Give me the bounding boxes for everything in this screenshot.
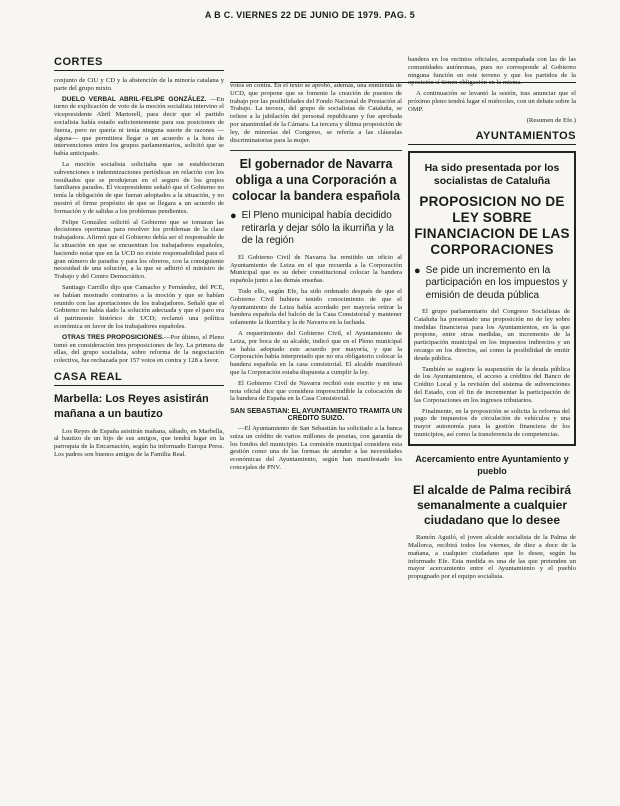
paragraph-text: —En turno de explicación de voto de la moción socialista intervino el vicepresidente Abril Martorell, para decir que el partido socialista había estado suficientemente para sus posiciones de fuerza, pero no quería ni tenía ninguna suerte de razones —alguna— que permitiera llegar a un acuerdo a la hora de intervenciones entre los grupos parlamentarios, solicitó que se había anticipado.	[54, 95, 224, 158]
subhead-san-sebastian: SAN SEBASTIAN: EL AYUNTAMIENTO TRAMITA UN CRÉDITO SUIZO.	[230, 408, 402, 423]
paragraph-kicker: OTRAS TRES PROPOSICIONES.	[62, 333, 164, 341]
article-paragraph: El Gobierno Civil de Navarra ha remitido un oficio al Ayuntamiento de Leiza en el que recuerda a la Corporación Municipal que es su deber constitucional colocar la bandera española junto a las demás enseñas.	[230, 253, 402, 285]
column-left	[54, 56, 224, 794]
bullet-icon: ●	[230, 210, 237, 223]
paragraph-text: —Por último, el Pleno tomó en consideración tres proposiciones de ley. La primera de ellas, del grupo socialista, sobre reforma de la negociación colectiva, fue rechazada por 157 votos en contra y 128 a favor.	[54, 333, 224, 365]
headline-catalunya: Ha sido presentada por los socialistas de Cataluña	[424, 161, 560, 187]
article-paragraph: El Gobierno Civil de Navarra recibió este escrito y en una nota oficial dice que considera imprescindible la colocación de la bandera de España en la Casa Consistorial.	[230, 379, 402, 403]
headline-navarra: El gobernador de Navarra obliga a una Corporación a colocar la bandera española	[231, 157, 401, 203]
article-paragraph: A requerimiento del Gobierno Civil, el Ayuntamiento de Leiza, por boca de su alcalde, indicó que en el Pleno municipal se había adoptado este acuerdo por mayoría, y que la Corporación había interpretado que no era obligatorio colocar la bandera española en la casa consistorial. El alcalde manifestó que la Corporación estaba dispuesta a cumplir la ley.	[230, 329, 402, 376]
bullet-incremento	[414, 265, 570, 303]
article-paragraph	[54, 96, 224, 158]
section-casa-real: CASA REAL	[54, 371, 224, 386]
article-paragraph: Santiago Carrillo dijo que Camacho y Fernández, del PCE, se habían mostrado contrarios a la moción y que se habían reunido con las aportaciones de los trabajadores. Señaló que el Gobierno no había dado la solución adecuada y que el paro era el patrimonio histórico de UCD; reclamó una política económica en favor de los trabajadores españoles.	[54, 283, 224, 330]
article-paragraph: conjunto de CiU y CD y la abstención de la minoría catalana y parte del grupo mixto.	[54, 77, 224, 92]
article-paragraph: votos en contra. En el texto se aprobó, además, una enmienda de UCD, que propone que se fomente la creación de puestos de trabajo por las posibilidades del Fondo Nacional de Prestación al Trabajo. La tercera, del grupo de socialistas de Cataluña, se refiere a la jubilación del personal republicano y fue aprobada por unanimidad de la Cámara. La tercera y última proposición de ley, de minorías del Congreso, se refería a las cláusulas discriminatorias para la mujer.	[230, 82, 402, 144]
column-middle	[230, 82, 402, 794]
article-paragraph: Los Reyes de España asistirán mañana, sábado, en Marbella, al bautizo de un hijo de sus amigos, que tendrá lugar en la parroquia de la Encarnación, según ha informado Europa Press. Los padres son buenos amigos de la Familia Real.	[54, 427, 224, 458]
article-paragraph: Todo ello, según Efe, ha sido ordenado después de que el Gobierno Civil hubiera tenido conocimiento de que el Ayuntamiento de Leiza había acordado por mayoría retirar la bandera española del balcón de la Casa Consistorial y mantener solamente la ikurriña y la de Navarra en la fachada.	[230, 287, 402, 327]
article-paragraph: Felipe González solicitó al Gobierno que se tomaran las decisiones oportunas para resolver los problemas de la clase trabajadora. Afirmó que el Gobierno debía ser el responsable de la situación en que se encuentran los trabajadores españoles, haciendo notar que en la UCD no existe responsabilidad para el gran número de parados y para los obreros, con la consiguiente necesidad de una solución, a la que se adhirió el ministro de Trabajo y del Centro Democrático.	[54, 218, 224, 281]
headline-proposicion: PROPOSICION NO DE LEY SOBRE FINANCIACION DE LAS CORPORACIONES	[414, 193, 570, 258]
article-paragraph: El grupo parlamentario del Congreso Socialistas de Cataluña ha presentado una proposición no de ley sobre medidas financieras para los Ayuntamientos, en la que propone, entre otras medidas, un incremento de la participación municipal en los impuestos indirectos y un recargo en los directos, así como la posibilidad de emitir deuda pública.	[414, 308, 570, 362]
bullet-text: Se pide un incremento en la participación en los impuestos y emisión de deuda pública	[425, 264, 568, 301]
headline-reyes: Marbella: Los Reyes asistirán mañana a un bautizo	[54, 392, 209, 420]
bullet-icon: ●	[414, 264, 421, 277]
article-paragraph	[54, 334, 224, 365]
boxed-article-proposicion	[408, 151, 576, 446]
article-signature: (Resumen de Efe.)	[526, 116, 576, 124]
bullet-text: El Pleno municipal había decidido retirarla y dejar sólo la ikurriña y la de la región	[241, 210, 394, 247]
divider	[230, 150, 402, 151]
article-paragraph: Ramón Aguiló, el joven alcalde socialista de la Palma de Mallorca, recibirá todos los viernes, de diez a doce de la mañana, a cualquier ciudadano que lo desee, según ha informado Efe. Esta medida es una de las que pretenden un mayor acercamiento entre el Ayuntamiento y el pueblo propugnado por el equipo socialista.	[408, 534, 576, 581]
headline-acercamiento: Acercamiento entre Ayuntamiento y pueblo	[415, 453, 569, 476]
bullet-navarra	[230, 210, 402, 248]
article-paragraph: bandera en los recintos oficiales, acompañada con las de las comunidades autónomas, pues no corresponde al Gobierno ninguna función en este terreno y que los partidos de la oposición sí tienen obligación en la misma.	[408, 56, 576, 87]
section-cortes: CORTES	[54, 56, 224, 71]
article-paragraph: También se sugiere la suspensión de la deuda pública de los Ayuntamientos, el acceso a créditos del Banco de Crédito Local y la revisión del sistema de subvenciones del Estado, con el fin de incrementar la participación de las Corporaciones en los ingresos tributarios.	[414, 365, 570, 404]
page-header: A B C. VIERNES 22 DE JUNIO DE 1979. PAG. 5	[204, 10, 416, 20]
article-paragraph: La moción socialista solicitaba que se establecieran subvenciones e indemnizaciones periódicas en relación con los resultados que se produjeran en el seguro de los grupos familiares parados. El vicepresidente señaló que el Gobierno no tenía la obligación de que fueran adoptados a la situación, y no mostró el firme propósito de que se llegara a un acuerdo de formación y de salidas a los problemas pendientes.	[54, 160, 224, 215]
section-ayuntamientos: AYUNTAMIENTOS	[408, 130, 576, 145]
article-paragraph: —El Ayuntamiento de San Sebastián ha solicitado a la banca suiza un crédito de varios millones de pesetas, con garantía de los fondos del municipio. La comisión municipal considera esta gestión como una de las formas de atender a las necesidades económicas del Ayuntamiento, según han manifestado los concejales de PNV.	[230, 425, 402, 472]
column-right	[408, 56, 576, 794]
article-paragraph: Finalmente, en la proposición se solicita la reforma del pago de impuestos de circulación de vehículos y una mayor autonomía para la gestión financiera de los municipios, así como la transferencia de competencias.	[414, 407, 570, 439]
paragraph-kicker: DUELO VERBAL ABRIL-FELIPE GONZÁLEZ.	[62, 95, 207, 103]
headline-palma: El alcalde de Palma recibirá semanalmente a cualquier ciudadano que lo desee	[412, 483, 572, 528]
article-paragraph: A continuación se levantó la sesión, tras anunciar que el próximo pleno tendrá lugar el miércoles, con un debate sobre la OMP.	[408, 90, 576, 113]
